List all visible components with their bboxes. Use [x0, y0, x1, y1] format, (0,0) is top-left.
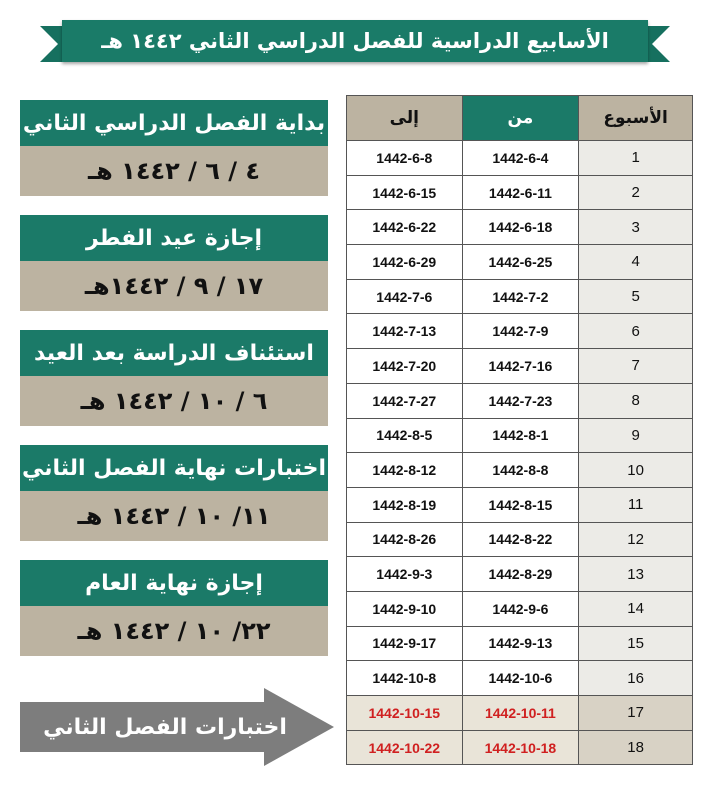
cell-from: 1442-7-16	[462, 349, 579, 384]
page-title: الأسابيع الدراسية للفصل الدراسي الثاني ١٤٤٢ هـ	[101, 29, 609, 53]
info-heading: إجازة عيد الفطر	[20, 215, 328, 261]
cell-to: 1442-8-19	[347, 487, 463, 522]
cell-to: 1442-7-27	[347, 383, 463, 418]
column-header-from: من	[462, 96, 579, 141]
cell-to: 1442-8-12	[347, 453, 463, 488]
cell-to: 1442-10-22	[347, 730, 463, 765]
table-header-row	[347, 96, 693, 141]
info-heading: بداية الفصل الدراسي الثاني	[20, 100, 328, 146]
cell-from: 1442-8-29	[462, 557, 579, 592]
table-row	[347, 522, 693, 557]
table-row	[347, 591, 693, 626]
cell-week: 18	[579, 730, 693, 765]
cell-from: 1442-8-8	[462, 453, 579, 488]
cell-week: 6	[579, 314, 693, 349]
cell-from: 1442-6-4	[462, 141, 579, 176]
info-heading: اختبارات نهاية الفصل الثاني	[20, 445, 328, 491]
cell-week: 14	[579, 591, 693, 626]
cell-to: 1442-9-3	[347, 557, 463, 592]
table-row	[347, 279, 693, 314]
cell-week: 15	[579, 626, 693, 661]
cell-to: 1442-7-20	[347, 349, 463, 384]
cell-to: 1442-10-8	[347, 661, 463, 696]
table-row	[347, 557, 693, 592]
cell-from: 1442-8-22	[462, 522, 579, 557]
info-block-study-resume	[20, 330, 328, 426]
cell-from: 1442-7-9	[462, 314, 579, 349]
table-row	[347, 349, 693, 384]
info-heading: إجازة نهاية العام	[20, 560, 328, 606]
cell-week: 10	[579, 453, 693, 488]
cell-to: 1442-6-8	[347, 141, 463, 176]
cell-from: 1442-9-6	[462, 591, 579, 626]
cell-week: 8	[579, 383, 693, 418]
cell-week: 11	[579, 487, 693, 522]
cell-week: 16	[579, 661, 693, 696]
cell-week: 4	[579, 245, 693, 280]
info-block-final-exams	[20, 445, 328, 541]
title-ribbon	[40, 20, 670, 68]
cell-from: 1442-6-11	[462, 175, 579, 210]
table-row	[347, 383, 693, 418]
cell-to: 1442-9-17	[347, 626, 463, 661]
table-row	[347, 626, 693, 661]
table-row	[347, 487, 693, 522]
table-row	[347, 730, 693, 765]
info-date: ٦ / ١٠ / ١٤٤٢ هـ	[20, 376, 328, 426]
table-row	[347, 314, 693, 349]
cell-from: 1442-10-18	[462, 730, 579, 765]
table-row	[347, 453, 693, 488]
weeks-table	[346, 95, 693, 765]
cell-from: 1442-6-18	[462, 210, 579, 245]
column-header-week: الأسبوع	[579, 96, 693, 141]
cell-to: 1442-7-6	[347, 279, 463, 314]
table-row	[347, 210, 693, 245]
info-date: ١١/ ١٠ / ١٤٤٢ هـ	[20, 491, 328, 541]
cell-to: 1442-8-5	[347, 418, 463, 453]
cell-to: 1442-6-15	[347, 175, 463, 210]
info-date: ٤ / ٦ / ١٤٤٢ هـ	[20, 146, 328, 196]
info-heading: استئناف الدراسة بعد العيد	[20, 330, 328, 376]
cell-from: 1442-8-15	[462, 487, 579, 522]
cell-week: 13	[579, 557, 693, 592]
cell-to: 1442-6-22	[347, 210, 463, 245]
cell-week: 12	[579, 522, 693, 557]
table-row	[347, 418, 693, 453]
cell-from: 1442-10-6	[462, 661, 579, 696]
cell-to: 1442-10-15	[347, 696, 463, 731]
cell-from: 1442-8-1	[462, 418, 579, 453]
cell-from: 1442-9-13	[462, 626, 579, 661]
cell-week: 9	[579, 418, 693, 453]
exams-arrow	[20, 688, 334, 766]
arrow-label: اختبارات الفصل الثاني	[43, 714, 287, 740]
cell-week: 17	[579, 696, 693, 731]
table-row	[347, 245, 693, 280]
cell-week: 1	[579, 141, 693, 176]
cell-from: 1442-7-23	[462, 383, 579, 418]
table-row	[347, 696, 693, 731]
table-row	[347, 661, 693, 696]
info-block-eid-holiday	[20, 215, 328, 311]
table-row	[347, 141, 693, 176]
ribbon-banner	[62, 20, 648, 62]
info-date: ١٧ / ٩ / ١٤٤٢هـ	[20, 261, 328, 311]
column-header-to: إلى	[347, 96, 463, 141]
cell-week: 7	[579, 349, 693, 384]
table-row	[347, 175, 693, 210]
cell-to: 1442-9-10	[347, 591, 463, 626]
info-date: ٢٢/ ١٠ / ١٤٤٢ هـ	[20, 606, 328, 656]
cell-to: 1442-8-26	[347, 522, 463, 557]
info-block-year-end-holiday	[20, 560, 328, 656]
cell-week: 3	[579, 210, 693, 245]
cell-from: 1442-10-11	[462, 696, 579, 731]
cell-to: 1442-7-13	[347, 314, 463, 349]
info-block-semester-start	[20, 100, 328, 196]
cell-to: 1442-6-29	[347, 245, 463, 280]
cell-week: 5	[579, 279, 693, 314]
cell-from: 1442-7-2	[462, 279, 579, 314]
table-body	[347, 141, 693, 765]
cell-week: 2	[579, 175, 693, 210]
cell-from: 1442-6-25	[462, 245, 579, 280]
